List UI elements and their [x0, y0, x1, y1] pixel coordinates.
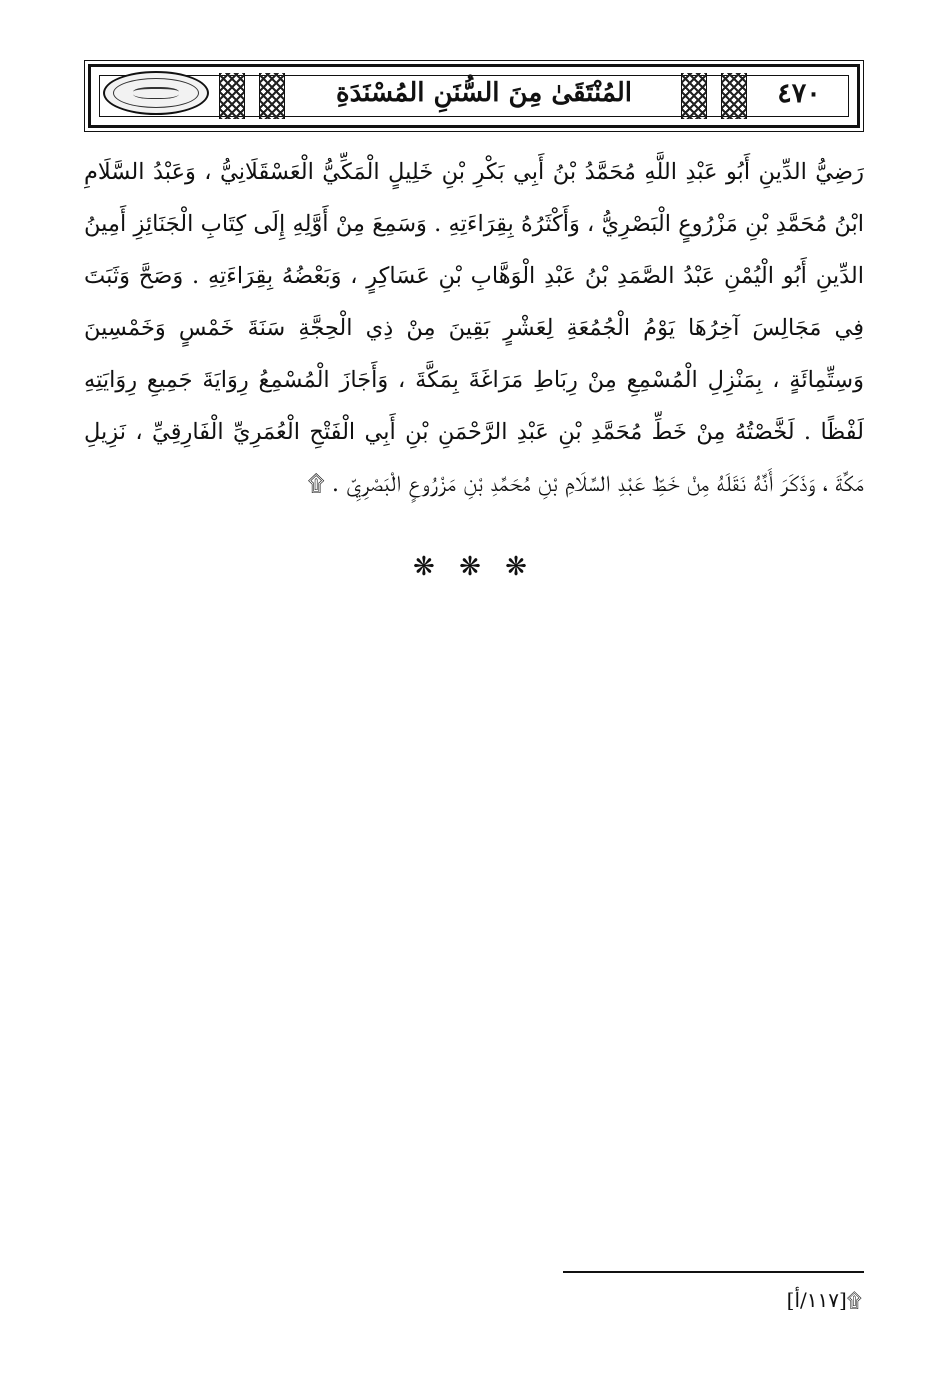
text-line-7: مَكَّةَ ، وَذَكَرَ أَنَّهُ نَقَلَهُ مِنْ خَطِّ عَبْدِ السَّلَامِ بْنِ مُحَمَّدِ بْنِ مَزْرُوعٍ الْبَصْرِيِّ . ۩ — [307, 471, 864, 497]
text-line-4: فِي مَجَالِسَ آخِرُهَا يَوْمُ الْجُمُعَةِ لِعَشْرٍ بَقِينَ مِنْ ذِي الْحِجَّةِ سَنَةَ خَمْسٍ وَخَمْسِينَ — [84, 315, 864, 341]
footnote-divider — [563, 1271, 864, 1273]
footnote-reference: ۩[١١٧/أ] — [786, 1288, 862, 1312]
page-number: ٤٧٠ — [777, 77, 821, 109]
page-header — [88, 64, 860, 128]
ornament-band-icon — [681, 73, 707, 119]
ornament-band-icon — [721, 73, 747, 119]
running-title: المُنْتَقَىٰ مِنَ السُّنَنِ المُسْنَدَةِ — [335, 78, 633, 108]
text-line-6: لَفْظًا . لَخَّصْتُهُ مِنْ خَطِّ مُحَمَّدِ بْنِ عَبْدِ الرَّحْمَنِ بْنِ أَبِي الْفَتْحِ الْعُمَرِيِّ الْفَارِقِيِّ ، نَزِيلِ — [84, 419, 864, 445]
text-line-2: ابْنُ مُحَمَّدِ بْنِ مَزْرُوعٍ الْبَصْرِيُّ ، وَأَكْثَرُهُ بِقِرَاءَتِهِ . وَسَمِعَ مِنْ أَوَّلِهِ إِلَى كِتَابِ الْجَنَائِزِ أَمِينُ — [84, 211, 864, 237]
text-line-5: وَسِتِّمِائَةٍ ، بِمَنْزِلِ الْمُسْمِعِ مِنْ رِبَاطِ مَرَاغَةَ بِمَكَّةَ ، وَأَجَازَ الْمُسْمِعُ رِوَايَةَ جَمِيعِ رِوَايَتِهِ — [84, 367, 864, 393]
book-seal-icon — [103, 71, 209, 115]
text-line-1: رَضِيُّ الدِّينِ أَبُو عَبْدِ اللَّهِ مُحَمَّدُ بْنُ أَبِي بَكْرِ بْنِ خَلِيلٍ الْمَكِّيُّ الْعَسْقَلَانِيُّ ، وَعَبْدُ السَّلَامِ — [84, 159, 864, 185]
section-separator: ❋ ❋ ❋ — [413, 552, 535, 582]
text-line-3: الدِّينِ أَبُو الْيُمْنِ عَبْدُ الصَّمَدِ بْنُ عَبْدِ الْوَهَّابِ بْنِ عَسَاكِرٍ ، وَبَعْضُهُ بِقِرَاءَتِهِ . وَصَحَّ وَثَبَتَ — [84, 263, 864, 289]
ornament-band-icon — [219, 73, 245, 119]
body-text — [84, 146, 864, 510]
ornament-band-icon — [259, 73, 285, 119]
